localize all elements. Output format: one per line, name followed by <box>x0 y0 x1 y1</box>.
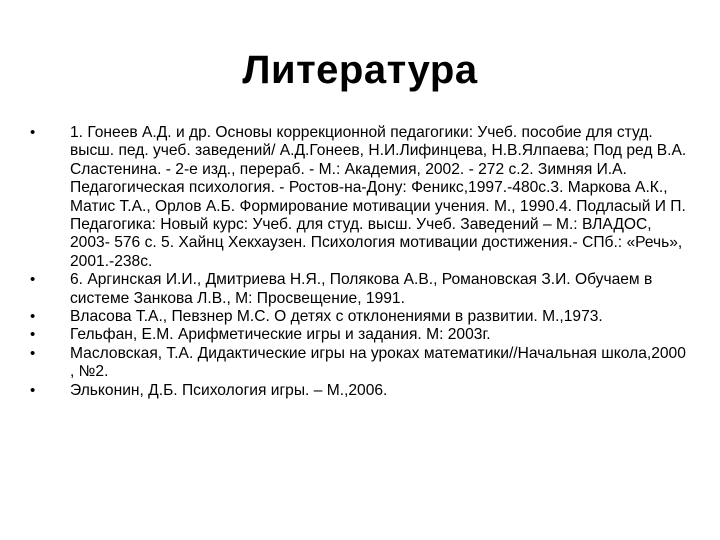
list-item-text: Масловская, Т.А. Дидактические игры на уроках математики//Начальная школа,2000 , №2. <box>70 344 686 381</box>
list-item <box>30 271 690 308</box>
list-item-text: Эльконин, Д.Б. Психология игры. – М.,2006. <box>70 381 388 399</box>
list-item-text: 6. Аргинская И.И., Дмитриева Н.Я., Полякова А.В., Романовская З.И. Обучаем в системе Занкова Л.В., М: Просвещение, 1991. <box>70 271 653 307</box>
bullet-icon: • <box>30 308 36 326</box>
list-item <box>30 345 690 382</box>
bibliography-list <box>30 124 690 400</box>
list-item <box>30 124 690 271</box>
list-item <box>30 308 690 326</box>
slide-title: Литература <box>242 48 478 92</box>
bullet-icon: • <box>30 381 36 399</box>
bullet-icon: • <box>30 344 36 362</box>
list-item <box>30 382 690 400</box>
list-item-text: Гельфан, Е.М. Арифметические игры и задания. М: 2003г. <box>70 326 491 344</box>
bullet-icon: • <box>30 326 36 344</box>
list-item <box>30 326 690 344</box>
list-item-text: Власова Т.А., Певзнер М.С. О детях с отклонениями в развитии. М.,1973. <box>70 308 603 326</box>
list-item-text: 1. Гонеев А.Д. и др. Основы коррекционной педагогики: Учеб. пособие для студ. высш. пед. учеб. заведений/ А.Д.Гонеев, Н.И.Лифинцева, Н.В.Ялпаева; Под ред В.А. Сластенина. - 2-е изд., перераб. - М.: Академия, 2002. - 272 с.2. Зимняя И.А. Педагогическая психология. - Ростов-на-Дону: Феникс,1997.-480с.3. Маркова А.К., Матис Т.А., Орлов А.Б. Формирование мотивации учения. М., 1990.4. Подласый И П. Педагогика: Новый курс: Учеб. для студ. высш. Учеб. Заведений – М.: ВЛАДОС, 2003- 576 с. 5. Хайнц Хекхаузен. Психология мотивации достижения.- СПб.: «Речь», 2001.-238с. <box>70 124 687 270</box>
bullet-icon: • <box>30 124 36 141</box>
bullet-icon: • <box>30 271 36 289</box>
